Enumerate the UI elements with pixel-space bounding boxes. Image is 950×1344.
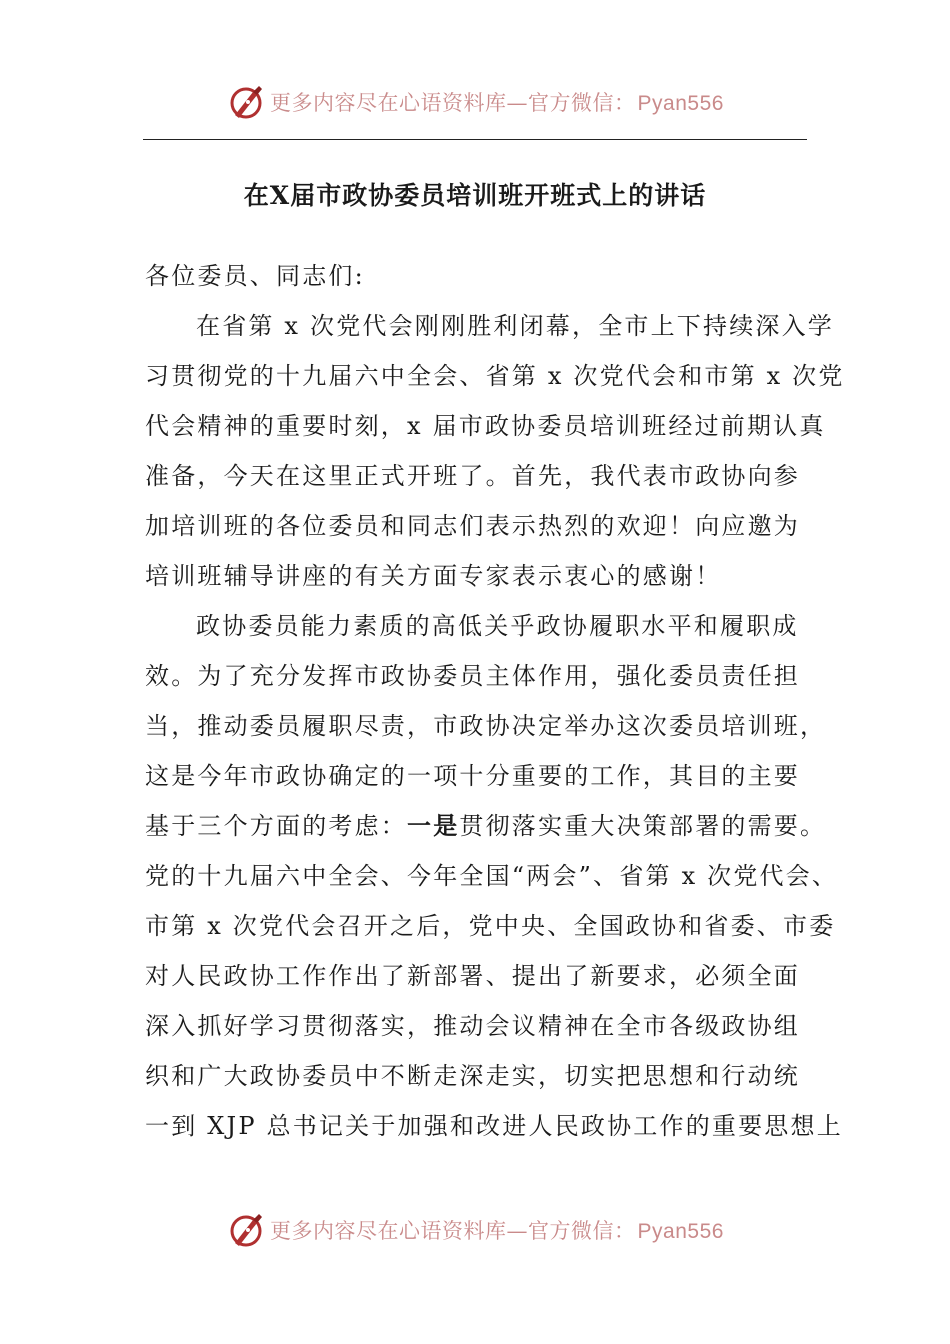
footer-banner-handle: Pyan556 (637, 1220, 724, 1243)
text-line: 效。为了充分发挥市政协委员主体作用，强化委员责任担 (145, 662, 800, 690)
text-line: 对人民政协工作作出了新部署、提出了新要求，必须全面 (145, 962, 800, 990)
text-line: 习贯彻党的十九届六中全会、省第 x 次党代会和市第 x 次党 (145, 362, 845, 390)
text-line: 加培训班的各位委员和同志们表示热烈的欢迎！向应邀为 (145, 512, 800, 540)
pen-logo-icon (226, 82, 266, 122)
text-line: 准备，今天在这里正式开班了。首先，我代表市政协向参 (145, 462, 800, 490)
bold-marker: 一是 (407, 811, 460, 840)
header-banner-text: 更多内容尽在心语资料库—官方微信：Pyan556 (270, 91, 724, 115)
text-line: 政协委员能力素质的高低关乎政协履职水平和履职成 (196, 612, 799, 640)
footer-banner-text: 更多内容尽在心语资料库—官方微信：Pyan556 (270, 1219, 724, 1243)
text-line: 深入抓好学习贯彻落实，推动会议精神在全市各级政协组 (145, 1012, 800, 1040)
text-line: 代会精神的重要时刻，x 届市政协委员培训班经过前期认真 (145, 412, 826, 440)
header-banner (0, 82, 950, 122)
footer-banner (0, 1210, 950, 1250)
text-line-mixed (145, 806, 826, 841)
salutation: 各位委员、同志们: (145, 262, 365, 290)
text-line: 织和广大政协委员中不断走深走实，切实把思想和行动统 (145, 1062, 800, 1090)
header-rule (143, 139, 807, 140)
text-line: 党的十九届六中全会、今年全国“两会”、省第 x 次党代会、 (145, 862, 839, 890)
text-line: 当，推动委员履职尽责，市政协决定举办这次委员培训班， (145, 712, 827, 740)
text-line: 这是今年市政协确定的一项十分重要的工作，其目的主要 (145, 762, 800, 790)
header-banner-handle: Pyan556 (637, 92, 724, 115)
text-line: 在省第 x 次党代会刚刚胜利闭幕，全市上下持续深入学 (196, 312, 834, 340)
text-segment: 贯彻落实重大决策部署的需要。 (459, 812, 827, 840)
document-title: 在X届市政协委员培训班开班式上的讲话 (243, 181, 707, 210)
text-line: 一到 XJP 总书记关于加强和改进人民政协工作的重要思想上 (145, 1112, 843, 1140)
text-segment: 基于三个方面的考虑： (145, 812, 407, 840)
text-line: 市第 x 次党代会召开之后，党中央、全国政协和省委、市委 (145, 912, 836, 940)
pen-logo-icon (226, 1210, 266, 1250)
text-line: 培训班辅导讲座的有关方面专家表示衷心的感谢！ (145, 562, 722, 590)
